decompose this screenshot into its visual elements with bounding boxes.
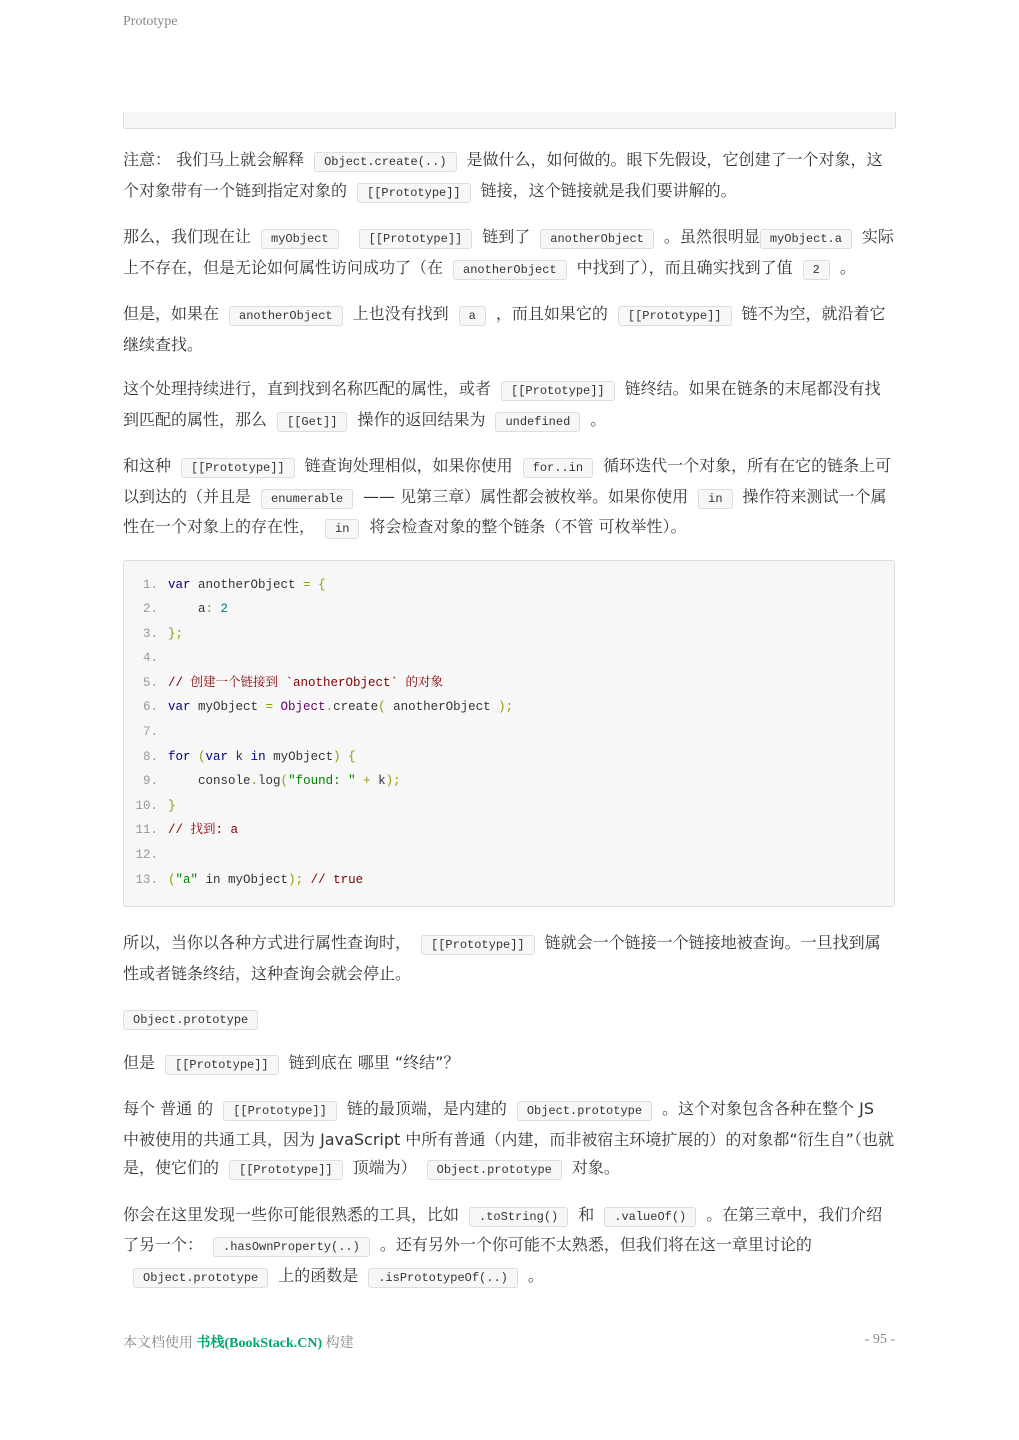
line-number: 6.: [142, 700, 158, 715]
text: 顶端为）: [352, 1158, 417, 1178]
text: 。: [527, 1265, 544, 1285]
text: 但是: [123, 1052, 156, 1072]
line-number: 2.: [142, 602, 158, 617]
code-line: 6. var myObject = Object.create( anotherObject );: [124, 695, 894, 720]
text: 。还有另外一个你可能不太熟悉，但我们将在这一章里讨论的: [379, 1235, 812, 1255]
paragraph-4: [123, 375, 895, 436]
text: 上也没有找到: [352, 304, 449, 323]
page-footer: [123, 1332, 895, 1352]
paragraph-5: [123, 452, 895, 544]
inline-code: .toString(): [469, 1207, 568, 1227]
line-number: 5.: [142, 675, 158, 690]
footer-brand-link[interactable]: 书栈(BookStack.CN): [196, 1336, 323, 1351]
inline-code: .isPrototypeOf(..): [368, 1268, 518, 1288]
text: 循环迭代一个对象，所有在它的链条上可以到达的（并且是: [123, 456, 892, 506]
text: 注意： 我们马上就会解释: [123, 150, 305, 169]
line-number: 3.: [142, 626, 158, 641]
text: 和: [578, 1204, 595, 1224]
main-content: [123, 146, 895, 1308]
inline-code: .hasOwnProperty(..): [213, 1237, 370, 1257]
inline-code: [[Get]]: [277, 412, 347, 432]
text: ，而且如果它的: [495, 304, 608, 323]
inline-code: in: [698, 489, 732, 509]
inline-code: Object.prototype: [517, 1101, 652, 1121]
page-header: Prototype: [123, 14, 178, 29]
inline-code: [[Prototype]]: [501, 381, 615, 401]
text: 链的最顶端，是内建的: [346, 1099, 507, 1119]
inline-code: [[Prototype]]: [359, 229, 473, 249]
paragraph-note: [123, 146, 895, 207]
inline-code: in: [325, 519, 359, 539]
inline-code: a: [459, 306, 486, 326]
line-number: 4.: [142, 651, 158, 666]
inline-code: anotherObject: [540, 229, 654, 249]
code-line: 9. console.log("found: " + k);: [124, 769, 894, 794]
inline-code: .valueOf(): [604, 1207, 696, 1227]
text: 将会检查对象的整个链条（不管 可枚举性）。: [369, 517, 687, 536]
text: 操作的返回结果为: [357, 409, 486, 429]
line-number: 10.: [135, 798, 158, 813]
inline-code: Object.prototype: [427, 1160, 562, 1180]
code-line: 13. ("a" in myObject); // true: [124, 868, 894, 893]
code-line: 10. }: [124, 794, 894, 819]
line-number: 1.: [142, 577, 158, 592]
line-number: 8.: [142, 749, 158, 764]
text: 链就会一个链接一个链接地被查询。一旦找到属性或者链条终结，这种查询会就会停止。: [123, 933, 881, 983]
inline-code: [[Prototype]]: [618, 306, 732, 326]
text: 每个 普通 的: [123, 1099, 214, 1119]
text: —— 见第三章）属性都会被枚举。如果你使用: [363, 486, 689, 506]
text: 中找到了），而且确实找到了值: [576, 257, 793, 277]
code-line: 11. // 找到: a: [124, 818, 894, 843]
text: 是做什么，如何做的。眼下先假设，它创建了一个对象，这个对象带有一个链到指定对象的: [123, 150, 883, 200]
inline-code: enumerable: [261, 489, 353, 509]
inline-code: [[Prototype]]: [357, 183, 471, 203]
paragraph-7: [123, 1049, 895, 1080]
text: 链不为空，就沿着它继续查找。: [123, 304, 886, 354]
text: 上的函数是: [278, 1265, 359, 1285]
line-number: 13.: [135, 872, 158, 887]
text: 那么，我们现在让: [123, 227, 252, 246]
inline-code: 2: [803, 260, 830, 280]
text: 。: [590, 409, 607, 429]
text: 实际上不存在，但是无论如何属性访问成功了（在: [123, 227, 894, 277]
inline-code: [[Prototype]]: [181, 458, 295, 478]
text: 操作符来测试一个属性在一个对象上的存在性，: [123, 486, 887, 536]
text: 所以，当你以各种方式进行属性查询时，: [123, 933, 412, 953]
code-line: 5. // 创建一个链接到 `anotherObject` 的对象: [124, 671, 894, 696]
inline-code: [[Prototype]]: [421, 935, 535, 955]
paragraph-3: [123, 300, 895, 359]
text: 链接，这个链接就是我们要讲解的。: [480, 180, 737, 200]
text: 。这个对象包含各种在整个 JS 中被使用的共通工具，因为 JavaScript 中所有普通（内建，而非被宿主环境扩展的）的对象都“衍生自”（也就是，使它们的: [123, 1099, 894, 1178]
section-heading: [123, 1004, 895, 1035]
code-block: [123, 560, 895, 908]
code-line: [124, 646, 894, 671]
inline-code: undefined: [495, 412, 580, 432]
inline-code: anotherObject: [453, 260, 567, 280]
text: 链到了: [482, 227, 531, 246]
line-number: 12.: [135, 848, 158, 863]
text: 链终结。如果在链条的末尾都没有找到匹配的属性，那么: [123, 379, 881, 429]
page-number: - 95 -: [864, 1332, 895, 1347]
text: 链查询处理相似，如果你使用: [304, 456, 513, 475]
paragraph-9: [123, 1201, 895, 1293]
inline-code: Object.prototype: [133, 1268, 268, 1288]
inline-code: anotherObject: [229, 306, 343, 326]
code-line: [124, 720, 894, 745]
text: 对象。: [571, 1158, 620, 1178]
text: 和这种: [123, 456, 172, 475]
inline-code: myObject: [261, 229, 339, 249]
inline-code: myObject.a: [760, 229, 852, 249]
inline-code: [[Prototype]]: [165, 1055, 279, 1075]
code-line: 1. var anotherObject = {: [124, 573, 894, 598]
line-number: 11.: [135, 823, 158, 838]
text: 。虽然很明显: [663, 227, 760, 246]
text: 但是，如果在: [123, 304, 220, 323]
paragraph-2: [123, 223, 895, 284]
inline-code: Object.create(..): [314, 152, 456, 172]
text: 。: [839, 257, 856, 277]
paragraph-6: [123, 929, 895, 988]
heading-code: Object.prototype: [123, 1010, 258, 1030]
text: 这个处理持续进行，直到找到名称匹配的属性，或者: [123, 379, 492, 398]
code-line: 3. };: [124, 622, 894, 647]
code-line: 2. a: 2: [124, 597, 894, 622]
text: 你会在这里发现一些你可能很熟悉的工具，比如: [123, 1204, 460, 1224]
text: 。在第三章中，我们介绍了另一个：: [123, 1204, 883, 1255]
code-block-end: [123, 112, 896, 129]
code-line: [124, 843, 894, 868]
inline-code: [[Prototype]]: [223, 1101, 337, 1121]
line-number: 9.: [142, 774, 158, 789]
inline-code: [[Prototype]]: [229, 1160, 343, 1180]
line-number: 7.: [142, 725, 158, 740]
inline-code: for..in: [523, 458, 593, 478]
footer-text: 构建: [322, 1336, 354, 1351]
code-line: 8. for (var k in myObject) {: [124, 745, 894, 770]
paragraph-8: [123, 1095, 895, 1185]
text: 链到底在 哪里 “终结”？: [288, 1052, 460, 1072]
footer-text: 本文档使用: [123, 1336, 197, 1351]
